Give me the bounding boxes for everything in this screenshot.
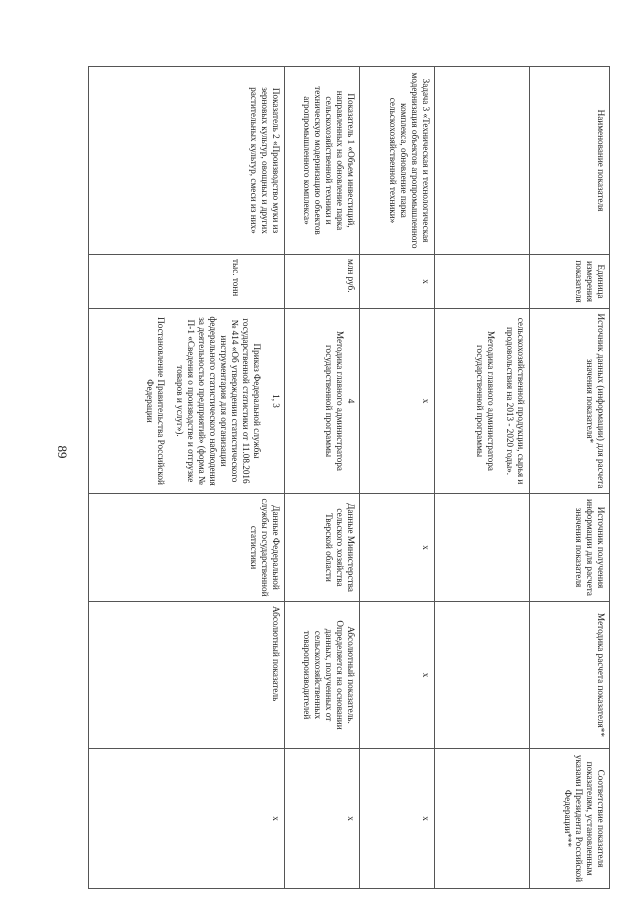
cell-info	[435, 494, 530, 602]
header-row	[530, 67, 610, 889]
header-president: Соответствие показателя показателям, установленным указами Президента Российской Федерации***	[530, 749, 610, 889]
table-row	[360, 67, 435, 889]
source-line: х	[421, 398, 431, 404]
cell-method: х	[360, 602, 435, 749]
cell-name: Показатель 1 «Объем инвестиций, направленных на обновление парка сельскохозяйственной техники и техническую модернизацию объектов агропромышленного комплекса»	[285, 67, 360, 255]
rotated-table-container	[88, 66, 610, 888]
source-line: Методика главного администратора государственной программы	[323, 331, 345, 471]
page-number: 89	[55, 445, 70, 459]
unit-text: тыс. тонн	[231, 259, 241, 297]
cell-name: Задача 3 «Техническая и технологическая модернизация объектов агропромышленного комплекса, обновление парка сельскохозяйственной техники»	[360, 67, 435, 255]
source-line: 4	[346, 398, 356, 404]
source-line: сельскохозяйственной продукции, сырья и продовольствия на 2013 - 2020 годы».	[504, 317, 526, 485]
cell-source	[360, 309, 435, 494]
indicators-table	[88, 66, 610, 889]
cell-unit	[435, 255, 530, 309]
cell-president: х	[360, 749, 435, 889]
header-source: Источник данных (информации) для расчета значения показателя*	[530, 309, 610, 494]
cell-method: Абсолютный показатель	[89, 602, 285, 749]
cell-president: х	[89, 749, 285, 889]
cell-president	[435, 749, 530, 889]
cell-method	[435, 602, 530, 749]
cell-info: Данные Федеральной службы государственной статистики	[89, 494, 285, 602]
cell-name	[435, 67, 530, 255]
header-name: Наименование показателя	[530, 67, 610, 255]
header-info: Источник получения информации для расчета значения показателя	[530, 494, 610, 602]
cell-source	[435, 309, 530, 494]
source-line: Методика главного администратора государственной программы	[474, 331, 496, 471]
header-method: Методика расчета показателя**	[530, 602, 610, 749]
source-line: 1, 3	[271, 394, 281, 408]
cell-info: х	[360, 494, 435, 602]
cell-unit: х	[360, 255, 435, 309]
cell-method: Абсолютный показатель. Определяется на основании данных, полученных от сельскохозяйственных товаропроизводителей	[285, 602, 360, 749]
table-row	[285, 67, 360, 889]
cell-name: Показатель 2 «Производство муки из зерновых культур, овощных и других растительных культур, смеси из них»	[89, 67, 285, 255]
header-unit: Единица измерения показателя	[530, 255, 610, 309]
table-row	[89, 67, 285, 889]
source-line: Постановление Правительства Российской Федерации	[144, 317, 166, 485]
source-line: Приказ Федеральной службы государственной статистики от 11.08.2016 № 414 «Об утверждении статистического инструментария для организации федерального статистического наблюдения за деятельностью предприятий» (форма № П-1 «Сведения о производстве и отгрузке товаров и услуг»).	[174, 316, 262, 486]
table-row	[435, 67, 530, 889]
cell-source	[285, 309, 360, 494]
cell-unit	[89, 255, 285, 309]
cell-unit: млн руб.	[285, 255, 360, 309]
cell-info: Данные Министерства сельского хозяйства Тверской области	[285, 494, 360, 602]
cell-source	[89, 309, 285, 494]
cell-president: х	[285, 749, 360, 889]
